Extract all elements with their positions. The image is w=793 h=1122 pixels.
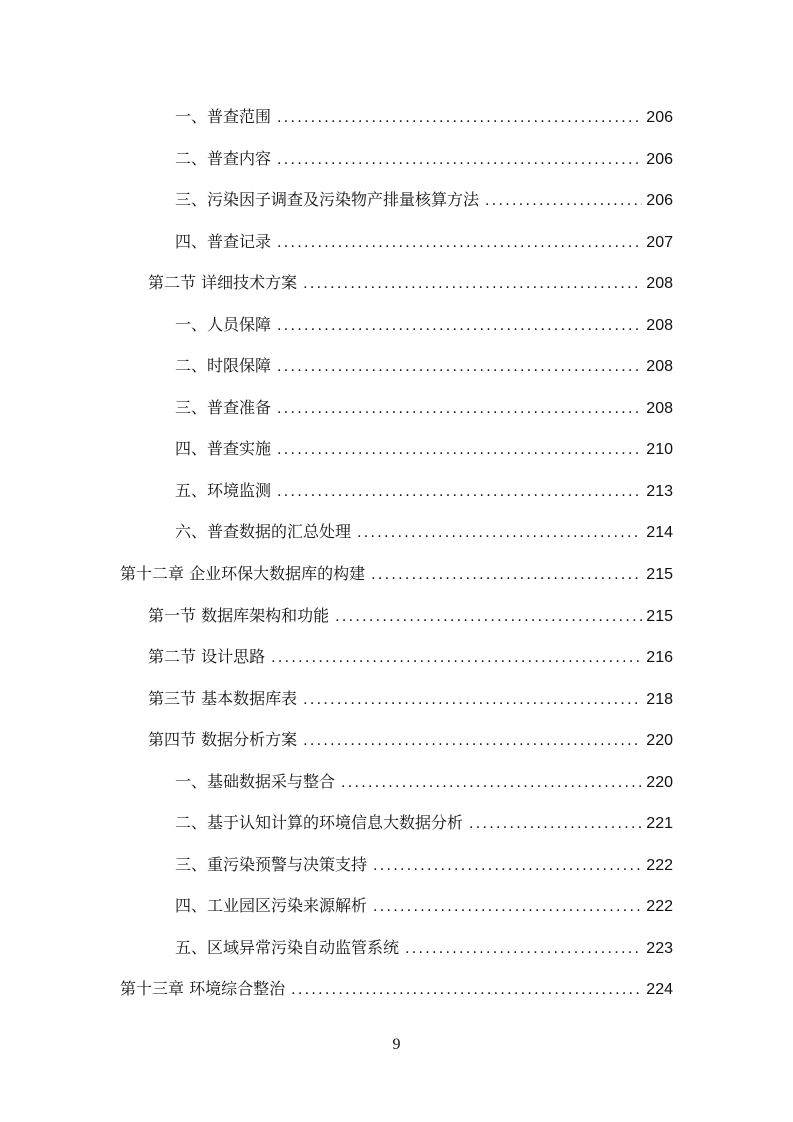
dot-leader: [277, 347, 642, 389]
toc-entry-page: 208: [646, 358, 673, 376]
toc-entry-page: 208: [646, 399, 673, 417]
toc-entry-page: 224: [646, 981, 673, 999]
toc-entry-page: 222: [646, 898, 673, 916]
page-number: 9: [392, 1036, 401, 1053]
toc-entry[interactable]: [0, 678, 793, 720]
toc-entry[interactable]: [0, 262, 793, 304]
dot-leader: [277, 472, 642, 514]
dot-leader: [277, 306, 642, 348]
toc-entry[interactable]: [0, 304, 793, 346]
toc-entry-page: 206: [646, 109, 673, 126]
toc-entry[interactable]: [0, 470, 793, 512]
toc-entry-page: 210: [646, 441, 673, 459]
dot-leader: [341, 763, 642, 805]
toc-entry-page: 223: [646, 939, 673, 957]
toc-entry-label: 六、普查数据的汇总处理: [175, 522, 352, 542]
toc-entry-label: 四、普查实施: [175, 439, 272, 459]
toc-entry-label: 第一节 数据库架构和功能: [148, 605, 330, 625]
toc-entry[interactable]: [0, 138, 793, 180]
dot-leader: [469, 804, 642, 846]
dot-leader: [303, 680, 642, 722]
toc-entry-label: 五、区域异常污染自动监管系统: [175, 937, 400, 957]
toc-entry-label: 第三节 基本数据库表: [148, 688, 298, 708]
dot-leader: [277, 140, 642, 182]
toc-entry-page: 220: [646, 732, 673, 750]
toc-entry-page: 208: [646, 316, 673, 334]
toc-entry-label: 一、人员保障: [175, 314, 272, 334]
toc-entry-label: 二、时限保障: [175, 356, 272, 376]
toc-entry-label: 一、普查范围: [175, 107, 272, 126]
toc-entry-label: 第十二章 企业环保大数据库的构建: [120, 564, 366, 584]
toc-entry-page: 214: [646, 524, 673, 542]
toc-entry[interactable]: [0, 96, 793, 138]
dot-leader: [277, 430, 642, 472]
toc-entry[interactable]: [0, 511, 793, 553]
dot-leader: [303, 721, 642, 763]
dot-leader: [291, 970, 642, 1012]
toc-entry-label: 四、普查记录: [175, 231, 272, 251]
toc-entry[interactable]: [0, 719, 793, 761]
toc-entry[interactable]: [0, 595, 793, 637]
dot-leader: [373, 846, 642, 888]
dot-leader: [357, 513, 642, 555]
toc-entry-label: 五、环境监测: [175, 480, 272, 500]
table-of-contents: [0, 96, 793, 1010]
toc-entry-label: 三、重污染预警与决策支持: [175, 854, 368, 874]
toc-entry-page: 207: [646, 233, 673, 251]
toc-entry-label: 二、普查内容: [175, 148, 272, 168]
toc-entry[interactable]: [0, 802, 793, 844]
toc-entry[interactable]: [0, 636, 793, 678]
toc-entry[interactable]: [0, 761, 793, 803]
dot-leader: [303, 264, 642, 306]
toc-entry[interactable]: [0, 221, 793, 263]
toc-entry-label: 四、工业园区污染来源解析: [175, 896, 368, 916]
toc-entry[interactable]: [0, 179, 793, 221]
toc-entry[interactable]: [0, 553, 793, 595]
toc-entry-page: 206: [646, 150, 673, 168]
dot-leader: [485, 181, 642, 223]
toc-entry-label: 二、基于认知计算的环境信息大数据分析: [175, 813, 464, 833]
toc-entry-label: 三、普查准备: [175, 397, 272, 417]
toc-entry-label: 第二节 设计思路: [148, 647, 266, 667]
toc-entry[interactable]: [0, 844, 793, 886]
toc-entry[interactable]: [0, 927, 793, 969]
dot-leader: [277, 223, 642, 265]
toc-entry-page: 222: [646, 856, 673, 874]
toc-entry[interactable]: [0, 387, 793, 429]
dot-leader: [271, 638, 642, 680]
toc-entry-page: 213: [646, 482, 673, 500]
toc-entry-page: 206: [646, 192, 673, 210]
toc-entry-page: 216: [646, 649, 673, 667]
toc-entry[interactable]: [0, 885, 793, 927]
toc-entry-page: 215: [646, 607, 673, 625]
toc-entry[interactable]: [0, 428, 793, 470]
toc-entry[interactable]: [0, 968, 793, 1010]
dot-leader: [277, 98, 642, 140]
toc-entry[interactable]: [0, 345, 793, 387]
toc-entry-page: 215: [646, 566, 673, 584]
toc-entry-page: 208: [646, 275, 673, 293]
dot-leader: [405, 929, 642, 971]
dot-leader: [335, 597, 642, 639]
toc-entry-label: 第二节 详细技术方案: [148, 273, 298, 293]
dot-leader: [277, 389, 642, 431]
toc-entry-page: 220: [646, 773, 673, 791]
dot-leader: [373, 887, 642, 929]
toc-entry-page: 218: [646, 690, 673, 708]
toc-entry-label: 第十三章 环境综合整治: [120, 979, 286, 999]
toc-entry-label: 三、污染因子调查及污染物产排量核算方法: [175, 190, 480, 210]
toc-entry-page: 221: [646, 815, 673, 833]
dot-leader: [371, 555, 642, 597]
toc-entry-label: 第四节 数据分析方案: [148, 730, 298, 750]
toc-entry-label: 一、基础数据采与整合: [175, 771, 336, 791]
